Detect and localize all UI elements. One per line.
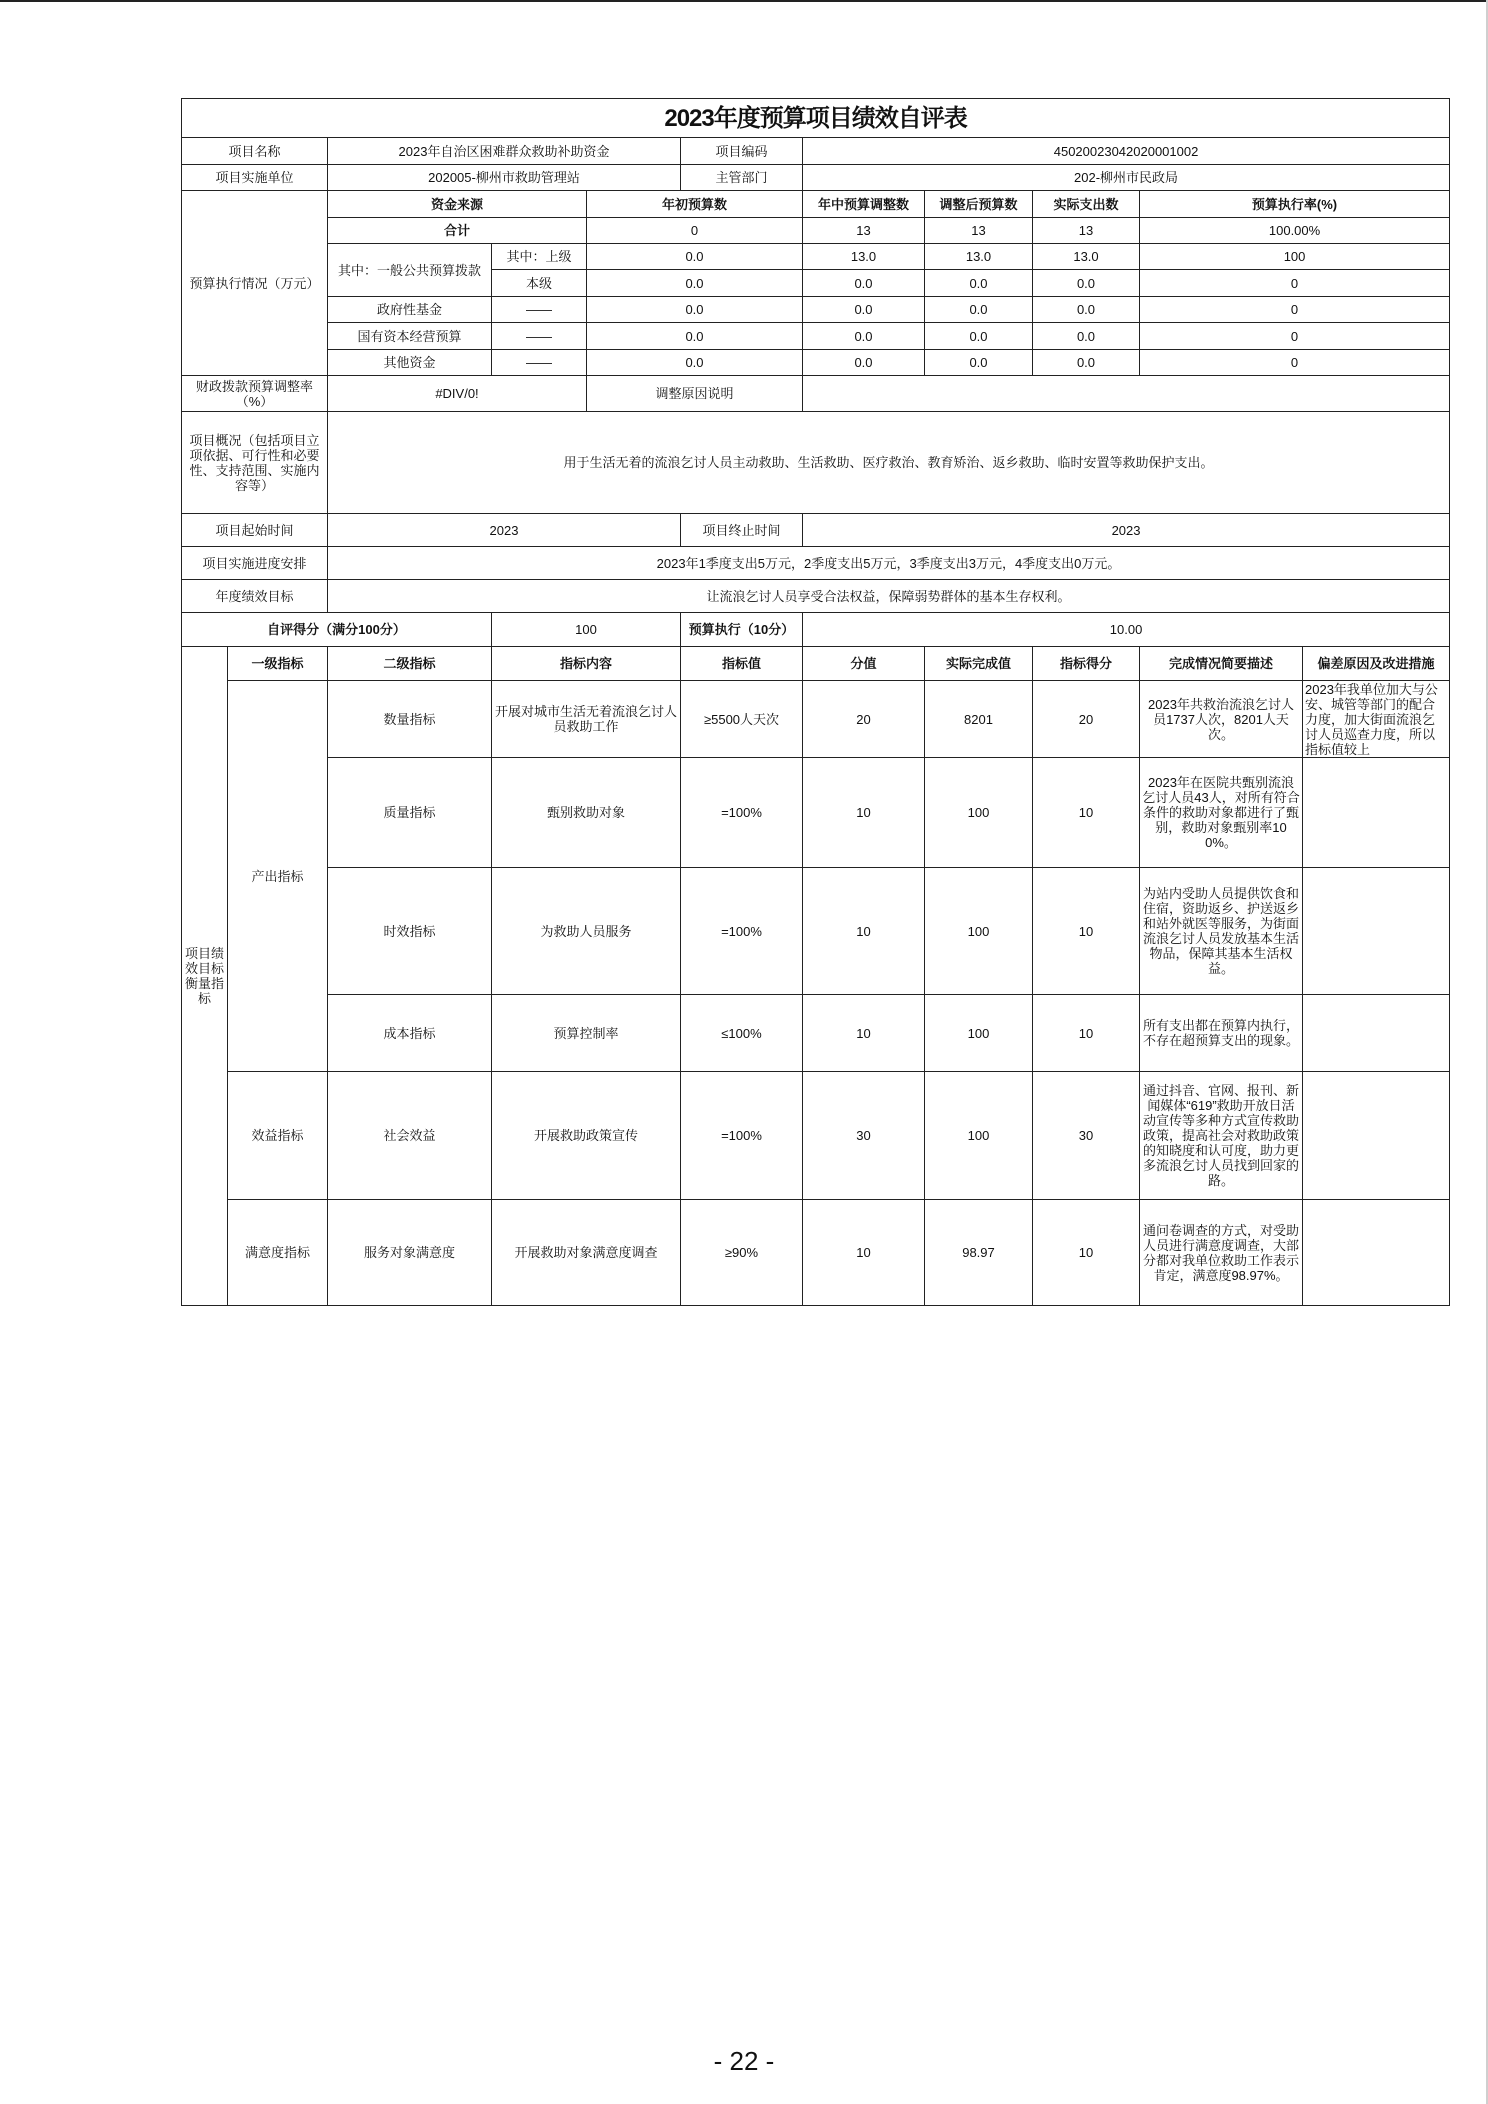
indicator-points: 20	[803, 681, 925, 758]
unit-value: 202005-柳州市救助管理站	[328, 165, 681, 191]
indicator-score: 10	[1033, 1200, 1140, 1306]
indicator-level2: 成本指标	[328, 995, 492, 1072]
indicator-target: =100%	[681, 758, 803, 868]
header-initial: 年初预算数	[587, 191, 803, 218]
project-name-label: 项目名称	[182, 138, 328, 165]
indicator-summary: 2023年共救治流浪乞讨人员1737人次，8201人天次。	[1140, 681, 1303, 758]
indicator-points: 10	[803, 758, 925, 868]
total-mid-adjust: 13	[803, 218, 925, 244]
local-actual: 0.0	[1033, 270, 1140, 297]
indicator-level2: 服务对象满意度	[328, 1200, 492, 1306]
indicator-level2: 质量指标	[328, 758, 492, 868]
local-mid-adjust: 0.0	[803, 270, 925, 297]
indicator-deviation	[1303, 681, 1450, 758]
indicator-content: 开展救助政策宣传	[492, 1072, 681, 1200]
state-capital-actual: 0.0	[1033, 323, 1140, 350]
header-level1: 一级指标	[228, 647, 328, 681]
indicator-target: =100%	[681, 868, 803, 995]
end-time-value: 2023	[803, 514, 1450, 547]
schedule-label: 项目实施进度安排	[182, 547, 328, 580]
state-capital-adjusted: 0.0	[925, 323, 1033, 350]
page-top-border	[0, 0, 1488, 2]
other-fund-dash: ——	[492, 350, 587, 376]
header-level2: 二级指标	[328, 647, 492, 681]
indicator-summary: 通过抖音、官网、报刊、新闻媒体“619”救助开放日活动宣传等多种方式宣传救助政策，提高社会对救助政策的知晓度和认可度，助力更多流浪乞讨人员找到回家的路。	[1140, 1072, 1303, 1200]
indicator-target: ≥90%	[681, 1200, 803, 1306]
dept-value: 202-柳州市民政局	[803, 165, 1450, 191]
indicator-summary: 为站内受助人员提供饮食和住宿，资助返乡、护送返乡和站外就医等服务，为街面流浪乞讨人员发放基本生活物品，保障其基本生活权益。	[1140, 868, 1303, 995]
indicator-content: 开展对城市生活无着流浪乞讨人员救助工作	[492, 681, 681, 758]
header-rate: 预算执行率(%)	[1140, 191, 1450, 218]
gov-fund-mid-adjust: 0.0	[803, 297, 925, 323]
adjust-rate-label: 财政拨款预算调整率（%）	[182, 376, 328, 412]
indicator-points: 10	[803, 868, 925, 995]
indicator-level2: 时效指标	[328, 868, 492, 995]
header-deviation: 偏差原因及改进措施	[1303, 647, 1450, 681]
project-code-label: 项目编码	[681, 138, 803, 165]
indicator-actual: 100	[925, 1072, 1033, 1200]
adjust-reason-label: 调整原因说明	[587, 376, 803, 412]
state-capital-dash: ——	[492, 323, 587, 350]
other-fund-mid-adjust: 0.0	[803, 350, 925, 376]
self-score-label: 自评得分（满分100分）	[182, 613, 492, 647]
overview-value: 用于生活无着的流浪乞讨人员主动救助、生活救助、医疗救治、教育矫治、返乡救助、临时安置等救助保护支出。	[328, 412, 1450, 514]
state-capital-label: 国有资本经营预算	[328, 323, 492, 350]
page-number: - 22 -	[713, 2046, 775, 2076]
header-source: 资金来源	[328, 191, 587, 218]
indicator-deviation	[1303, 995, 1450, 1072]
indicator-score: 10	[1033, 995, 1140, 1072]
indicator-actual: 100	[925, 995, 1033, 1072]
other-fund-rate: 0	[1140, 350, 1450, 376]
header-mid-adjust: 年中预算调整数	[803, 191, 925, 218]
upper-rate: 100	[1140, 244, 1450, 270]
overview-label: 项目概况（包括项目立项依据、可行性和必要性、支持范围、实施内容等）	[182, 412, 328, 514]
indicator-content: 开展救助对象满意度调查	[492, 1200, 681, 1306]
state-capital-rate: 0	[1140, 323, 1450, 350]
gov-fund-actual: 0.0	[1033, 297, 1140, 323]
indicators-side-label: 项目绩效目标衡量指标	[182, 647, 228, 1306]
budget-section-label: 预算执行情况（万元）	[182, 191, 328, 376]
annual-goal-value: 让流浪乞讨人员享受合法权益，保障弱势群体的基本生存权利。	[328, 580, 1450, 613]
start-time-label: 项目起始时间	[182, 514, 328, 547]
other-fund-actual: 0.0	[1033, 350, 1140, 376]
schedule-value: 2023年1季度支出5万元，2季度支出5万元，3季度支出3万元，4季度支出0万元。	[328, 547, 1450, 580]
local-adjusted: 0.0	[925, 270, 1033, 297]
end-time-label: 项目终止时间	[681, 514, 803, 547]
indicator-points: 10	[803, 1200, 925, 1306]
indicator-points: 10	[803, 995, 925, 1072]
indicator-deviation	[1303, 868, 1450, 995]
indicator-score: 20	[1033, 681, 1140, 758]
indicator-level2: 数量指标	[328, 681, 492, 758]
gov-fund-label: 政府性基金	[328, 297, 492, 323]
performance-evaluation-table	[181, 98, 1450, 1306]
gov-fund-rate: 0	[1140, 297, 1450, 323]
indicator-score: 30	[1033, 1072, 1140, 1200]
total-adjusted: 13	[925, 218, 1033, 244]
output-indicator-label: 产出指标	[228, 681, 328, 1072]
upper-mid-adjust: 13.0	[803, 244, 925, 270]
adjust-rate-value: #DIV/0!	[328, 376, 587, 412]
indicator-deviation-text: 2023年我单位加大与公安、城管等部门的配合力度，加大街面流浪乞讨人员巡查力度，所以指标值较上	[1305, 681, 1438, 757]
upper-label: 其中：上级	[492, 244, 587, 270]
indicator-summary: 2023年在医院共甄别流浪乞讨人员43人，对所有符合条件的救助对象都进行了甄别，救助对象甄别率100%。	[1140, 758, 1303, 868]
upper-initial: 0.0	[587, 244, 803, 270]
start-time-value: 2023	[328, 514, 681, 547]
total-actual: 13	[1033, 218, 1140, 244]
state-capital-initial: 0.0	[587, 323, 803, 350]
header-content: 指标内容	[492, 647, 681, 681]
indicator-deviation	[1303, 1200, 1450, 1306]
indicator-actual: 98.97	[925, 1200, 1033, 1306]
local-initial: 0.0	[587, 270, 803, 297]
other-fund-label: 其他资金	[328, 350, 492, 376]
header-actual: 实际支出数	[1033, 191, 1140, 218]
gov-fund-dash: ——	[492, 297, 587, 323]
indicator-actual: 100	[925, 758, 1033, 868]
indicator-target: =100%	[681, 1072, 803, 1200]
indicator-level2: 社会效益	[328, 1072, 492, 1200]
state-capital-mid-adjust: 0.0	[803, 323, 925, 350]
general-budget-label: 其中：一般公共预算拨款	[328, 244, 492, 297]
benefit-indicator-label: 效益指标	[228, 1072, 328, 1200]
upper-adjusted: 13.0	[925, 244, 1033, 270]
total-initial: 0	[587, 218, 803, 244]
dept-label: 主管部门	[681, 165, 803, 191]
exec-score-label: 预算执行（10分）	[681, 613, 803, 647]
annual-goal-label: 年度绩效目标	[182, 580, 328, 613]
gov-fund-initial: 0.0	[587, 297, 803, 323]
exec-score-value: 10.00	[803, 613, 1450, 647]
satisfaction-indicator-label: 满意度指标	[228, 1200, 328, 1306]
self-score-value: 100	[492, 613, 681, 647]
local-label: 本级	[492, 270, 587, 297]
project-name-value: 2023年自治区困难群众救助补助资金	[328, 138, 681, 165]
other-fund-adjusted: 0.0	[925, 350, 1033, 376]
header-score: 指标得分	[1033, 647, 1140, 681]
header-summary: 完成情况简要描述	[1140, 647, 1303, 681]
total-label: 合计	[328, 218, 587, 244]
indicator-target: ≤100%	[681, 995, 803, 1072]
header-adjusted: 调整后预算数	[925, 191, 1033, 218]
header-actual-value: 实际完成值	[925, 647, 1033, 681]
project-code-value: 45020023042020001002	[803, 138, 1450, 165]
indicator-deviation	[1303, 1072, 1450, 1200]
indicator-content: 为救助人员服务	[492, 868, 681, 995]
adjust-reason-value	[803, 376, 1450, 412]
indicator-deviation	[1303, 758, 1450, 868]
local-rate: 0	[1140, 270, 1450, 297]
header-target: 指标值	[681, 647, 803, 681]
indicator-points: 30	[803, 1072, 925, 1200]
indicator-content: 预算控制率	[492, 995, 681, 1072]
other-fund-initial: 0.0	[587, 350, 803, 376]
indicator-summary: 所有支出都在预算内执行，不存在超预算支出的现象。	[1140, 995, 1303, 1072]
indicator-actual: 100	[925, 868, 1033, 995]
indicator-score: 10	[1033, 868, 1140, 995]
total-rate: 100.00%	[1140, 218, 1450, 244]
indicator-score: 10	[1033, 758, 1140, 868]
indicator-target: ≥5500人天次	[681, 681, 803, 758]
table-title: 2023年度预算项目绩效自评表	[182, 99, 1450, 138]
indicator-summary: 通问卷调查的方式，对受助人员进行满意度调查，大部分都对我单位救助工作表示肯定，满意度98.97%。	[1140, 1200, 1303, 1306]
header-points: 分值	[803, 647, 925, 681]
upper-actual: 13.0	[1033, 244, 1140, 270]
gov-fund-adjusted: 0.0	[925, 297, 1033, 323]
unit-label: 项目实施单位	[182, 165, 328, 191]
indicator-actual: 8201	[925, 681, 1033, 758]
indicator-content: 甄别救助对象	[492, 758, 681, 868]
